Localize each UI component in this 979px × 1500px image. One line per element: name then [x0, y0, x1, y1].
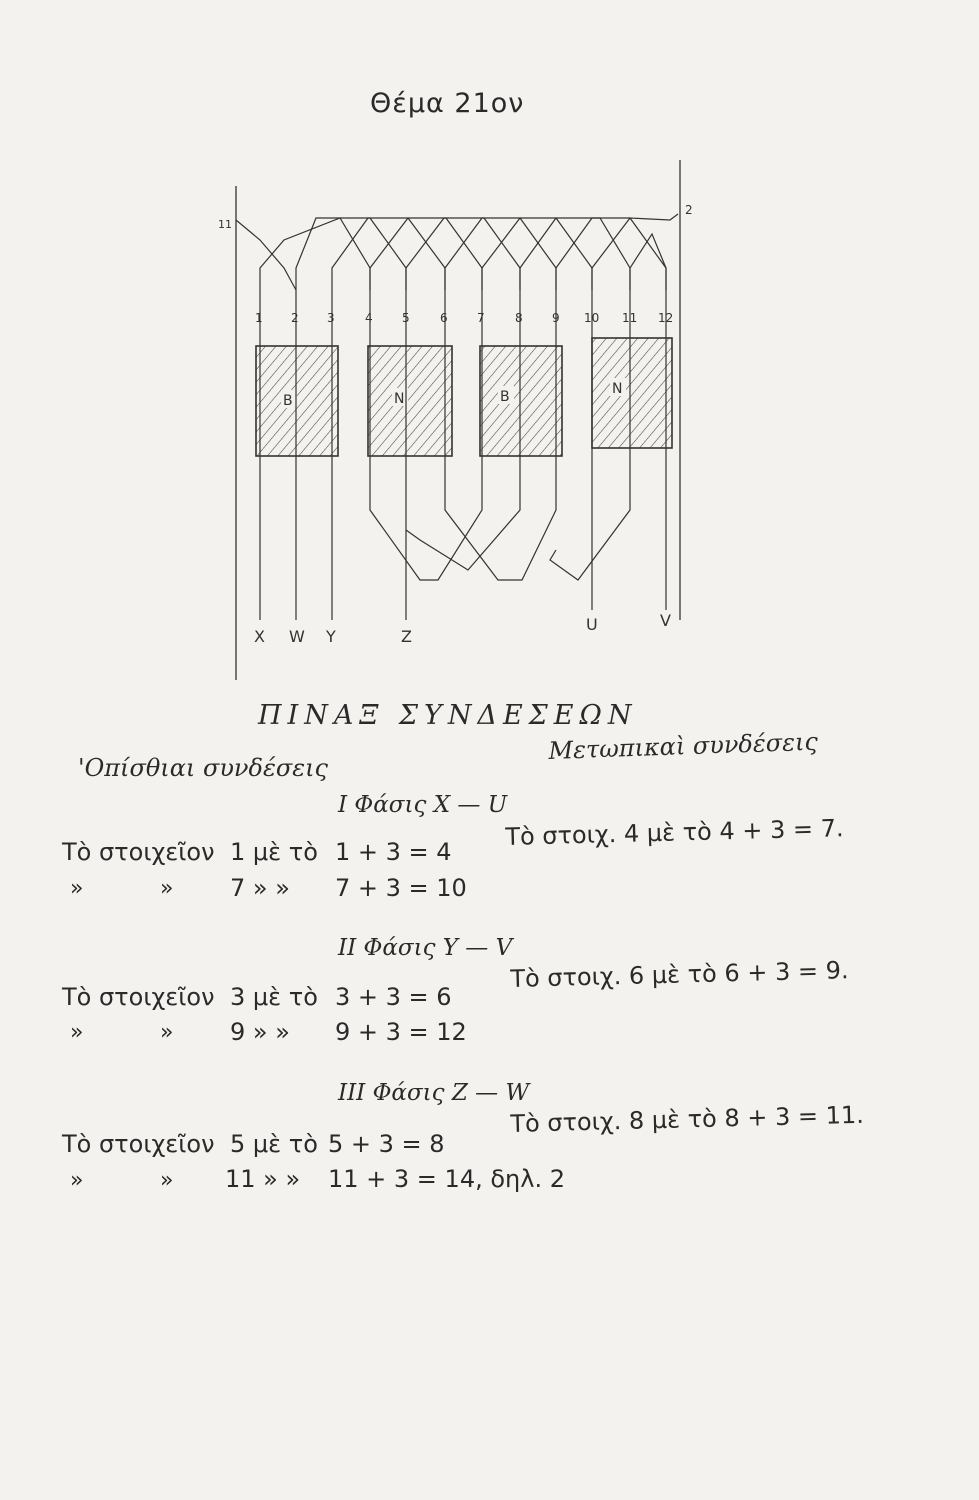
element-number: 6: [440, 311, 448, 325]
element-number: 3: [327, 311, 335, 325]
ditto-mark: »: [160, 876, 174, 901]
element-number: 2: [291, 311, 299, 325]
table-title: ΠΙΝΑΞ ΣΥΝΔΕΣΕΩΝ: [258, 700, 638, 731]
back-line-lead: Τὸ στοιχεῖον: [62, 838, 215, 866]
pole-block: [592, 338, 672, 448]
element-number: 12: [658, 311, 674, 325]
pole-label: N: [612, 381, 623, 397]
terminal-labels: [254, 611, 671, 646]
phase-title: Ι Φάσις X — U: [338, 792, 508, 818]
back-line-element: 7 » »: [230, 874, 290, 902]
element-number: 11: [622, 311, 638, 325]
terminal-label: Y: [326, 627, 336, 646]
front-connections: [370, 490, 630, 580]
pole-blocks: [256, 338, 672, 456]
back-line-calc: 7 + 3 = 10: [335, 874, 467, 902]
ditto-mark: »: [70, 876, 84, 901]
phase-title: ΙΙΙ Φάσις Z — W: [338, 1080, 530, 1106]
pole-block: [368, 346, 452, 456]
back-line-calc: 9 + 3 = 12: [335, 1018, 467, 1046]
terminal-label: X: [254, 627, 265, 646]
back-line-lead: Τὸ στοιχεῖον: [62, 983, 215, 1011]
element-number: 10: [584, 311, 600, 325]
back-line-element: 9 » »: [230, 1018, 290, 1046]
back-line-element: 3 μὲ τὸ: [230, 983, 318, 1011]
element-number: 5: [402, 311, 410, 325]
back-line-calc: 1 + 3 = 4: [335, 838, 452, 866]
ditto-mark: »: [160, 1168, 174, 1193]
element-number: 7: [477, 311, 485, 325]
element-number: 4: [365, 311, 373, 325]
ditto-mark: »: [70, 1020, 84, 1045]
front-line: Τὸ στοιχ. 6 μὲ τὸ 6 + 3 = 9.: [510, 956, 849, 993]
front-line: Τὸ στοιχ. 8 μὲ τὸ 8 + 3 = 11.: [510, 1100, 865, 1138]
pole-label: B: [283, 393, 293, 409]
pole-label: N: [394, 391, 405, 407]
back-line-element: 5 μὲ τὸ: [230, 1130, 318, 1158]
pole-block: [480, 346, 562, 456]
terminal-label: V: [660, 611, 671, 630]
page-title: Θέμα 21ον: [370, 88, 525, 119]
element-number: 1: [255, 311, 263, 325]
back-line-element: 11 » »: [225, 1165, 301, 1193]
terminal-label: W: [289, 627, 305, 646]
back-line-element: 1 μὲ τὸ: [230, 838, 318, 866]
winding-diagram: [200, 150, 720, 690]
back-line-lead: Τὸ στοιχεῖον: [62, 1130, 215, 1158]
ditto-mark: »: [70, 1168, 84, 1193]
back-connections-heading: 'Οπίσθιαι συνδέσεις: [78, 754, 328, 782]
back-line-calc: 11 + 3 = 14, δηλ. 2: [328, 1165, 565, 1193]
terminal-label: U: [586, 615, 598, 634]
pole-label: B: [500, 389, 510, 405]
left-lead-label: 11: [218, 218, 232, 231]
front-connections-heading: Μετωπικαὶ συνδέσεις: [548, 727, 819, 765]
element-number: 9: [552, 311, 560, 325]
phase-title: ΙΙ Φάσις Y — V: [338, 935, 513, 961]
terminal-label: Z: [401, 627, 412, 646]
front-line: Τὸ στοιχ. 4 μὲ τὸ 4 + 3 = 7.: [505, 814, 844, 851]
back-connections: [236, 214, 678, 290]
back-line-calc: 5 + 3 = 8: [328, 1130, 445, 1158]
back-line-calc: 3 + 3 = 6: [335, 983, 452, 1011]
ditto-mark: »: [160, 1020, 174, 1045]
element-numbers: [255, 311, 673, 325]
right-lead-label: 2: [685, 203, 693, 217]
element-number: 8: [515, 311, 523, 325]
